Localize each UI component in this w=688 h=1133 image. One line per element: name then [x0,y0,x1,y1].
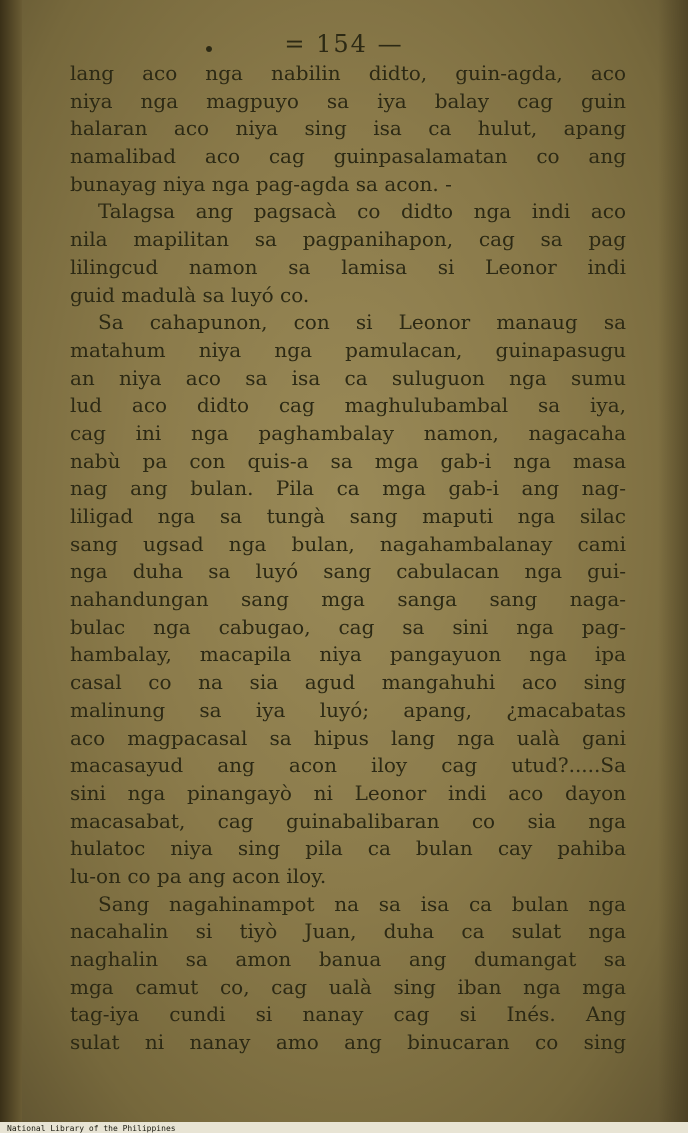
text-line: lud aco didto cag maghulubambal sa iya, [70,393,626,418]
text-line: casal co na sia agud mangahuhi aco sing [70,670,626,695]
text-line: halaran aco niya sing isa ca hulut, apang [70,116,626,141]
text-line: mga camut co, cag ualà sing iban nga mga [70,974,626,999]
text-line: Talagsa ang pagsacà co didto nga indi aco [98,199,626,224]
text-line: aco magpacasal sa hipus lang nga ualà gani [70,725,626,750]
text-line: bulac nga cabugao, cag sa sini nga pag- [70,614,626,639]
text-line: lilingcud namon sa lamisa si Leonor indi [70,254,626,279]
text-line: sulat ni nanay amo ang binucaran co sing [70,1030,626,1055]
body-text [70,60,626,1057]
text-line: nahandungan sang mga sanga sang naga- [70,587,626,612]
text-line: nabù pa con quis-a sa mga gab-i nga masa [70,448,626,473]
text-line: namalibad aco cag guinpasalamatan co ang [70,144,626,169]
text-line: Sang nagahinampot na sa isa ca bulan nga [98,891,626,916]
text-line: nga duha sa luyó sang cabulacan nga gui- [70,559,626,584]
page-number: = 154 — [284,30,404,58]
text-line: nag ang bulan. Pila ca mga gab-i ang nag- [70,476,626,501]
page-edge-shadow [658,0,688,1133]
text-line: hulatoc niya sing pila ca bulan cay pahiba [70,836,626,861]
text-line: macasabat, cag guinabalibaran co sia nga [70,808,626,833]
library-credit: National Library of the Philippines [4,1124,179,1133]
text-line: naghalin sa amon banua ang dumangat sa [70,947,626,971]
text-line: liligad nga sa tungà sang maputi nga silac [70,504,626,528]
text-line: nila mapilitan sa pagpanihapon, cag sa pag [70,227,626,252]
text-line: sang ugsad nga bulan, nagahambalanay cami [70,531,626,556]
text-line: macasayud ang acon iloy cag utud?.....Sa [70,753,626,778]
text-line: bunayag niya nga pag-agda sa acon. - [70,171,452,196]
text-line: nacahalin si tiyò Juan, duha ca sulat nga [70,919,626,944]
text-line: guid madulà sa luyó co. [70,282,310,307]
book-spine-shadow [0,0,22,1133]
text-line: tag-iya cundi si nanay cag si Inés. Ang [70,1002,626,1027]
text-line: niya nga magpuyo sa iya balay cag guin [70,88,626,113]
text-line: sini nga pinangayò ni Leonor indi aco dayon [70,780,626,805]
text-line: malinung sa iya luyó; apang, ¿macabatas [70,697,626,722]
text-line: cag ini nga paghambalay namon, nagacaha [70,420,626,445]
text-line: matahum niya nga pamulacan, guinapasugu [70,337,626,362]
text-line: hambalay, macapila niya pangayuon nga ipa [70,642,626,667]
text-line: lang aco nga nabilin didto, guin-agda, aco [70,61,626,85]
text-line: Sa cahapunon, con si Leonor manaug sa [98,310,626,335]
text-line: lu-on co pa ang acon iloy. [70,863,327,888]
text-line: an niya aco sa isa ca suluguon nga sumu [70,365,626,390]
